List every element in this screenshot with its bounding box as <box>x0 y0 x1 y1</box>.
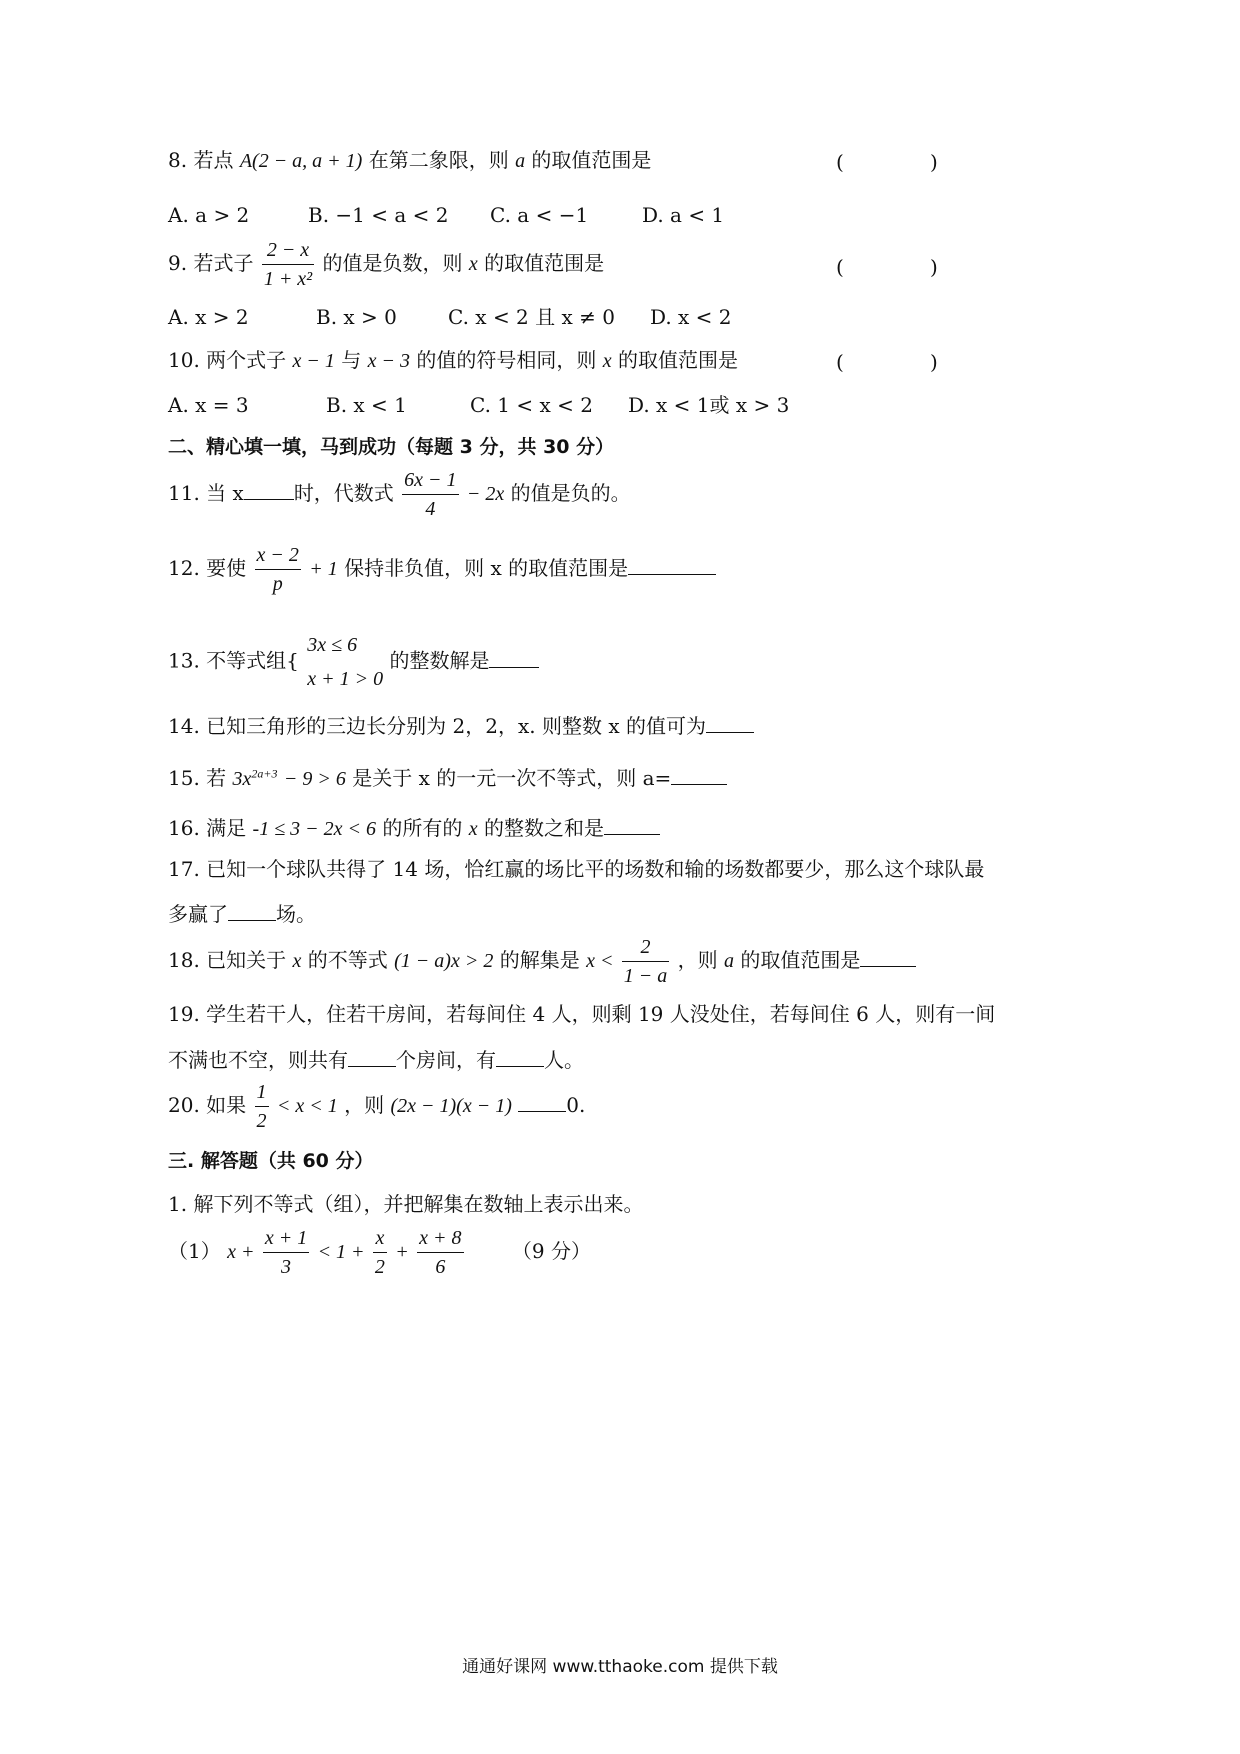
question-10 <box>168 350 738 371</box>
p1-1-numerator-3: x + 8 <box>417 1228 463 1253</box>
q15-exponent: 2a+3 <box>251 766 278 781</box>
question-19-line-1: 19. 学生若干人，住若干房间，若每间住 4 人，则剩 19 人没处住，若每间住 6 人，则有一间 <box>168 1002 996 1026</box>
q9-fraction <box>262 240 314 289</box>
q12-text-b: 保持非负值，则 x 的取值范围是 <box>344 556 629 580</box>
question-12 <box>168 545 716 594</box>
q10-option-b: B. x < 1 <box>326 393 407 417</box>
q18-var-2: a <box>724 950 735 972</box>
q17-text-a: 多赢了 <box>168 902 228 926</box>
question-19-line-2 <box>168 1048 584 1070</box>
q13-blank[interactable] <box>489 649 539 668</box>
p1-1-fraction-1 <box>263 1228 309 1277</box>
q8-paren-close: ) <box>930 150 938 174</box>
q20-expr-2: (2x − 1)(x − 1) <box>390 1095 512 1117</box>
section-2-heading: 二、精心填一填，马到成功（每题 3 分，共 30 分） <box>168 436 615 458</box>
problem-1-1 <box>168 1228 591 1277</box>
q20-denominator: 2 <box>256 1110 267 1132</box>
q20-text: 20. 如果 <box>168 1093 247 1117</box>
q17-text-b: 场。 <box>276 902 316 926</box>
q18-expr-2: x < <box>586 950 614 972</box>
page-footer: 通通好课网 www.tthaoke.com 提供下载 <box>462 1657 778 1677</box>
q10-var: x <box>602 350 612 372</box>
q10-mid: 与 <box>341 348 362 372</box>
q8-option-d: D. a < 1 <box>642 203 725 227</box>
p1-1-expr-b: < 1 + <box>317 1241 365 1263</box>
q8-expr: A(2 − a, a + 1) <box>239 150 363 172</box>
q9-paren-open: ( <box>836 255 844 279</box>
q9-option-c: C. x < 2 且 x ≠ 0 <box>448 305 615 329</box>
question-9 <box>168 240 604 289</box>
q18-text-c: 的解集是 <box>499 948 580 972</box>
q12-blank[interactable] <box>628 556 716 575</box>
q11-fraction <box>402 470 458 519</box>
q20-blank[interactable] <box>518 1093 566 1112</box>
q8-text: 8. 若点 <box>168 148 234 172</box>
p1-1-denominator-3: 6 <box>435 1256 446 1278</box>
q18-blank[interactable] <box>860 948 916 967</box>
q18-expr: (1 − a)x > 2 <box>394 950 494 972</box>
question-8 <box>168 150 651 171</box>
q12-denominator: p <box>272 573 283 595</box>
q14-text: 14. 已知三角形的三边长分别为 2，2，x. 则整数 x 的值可为 <box>168 714 706 738</box>
q16-text-c: 的整数之和是 <box>484 816 605 840</box>
q19-text-a: 不满也不空，则共有 <box>168 1048 348 1072</box>
q18-text-e: 的取值范围是 <box>740 948 861 972</box>
problem-1: 1. 解下列不等式（组），并把解集在数轴上表示出来。 <box>168 1192 644 1216</box>
q8-text-b: 在第二象限，则 <box>368 148 509 172</box>
p1-1-score: （9 分） <box>511 1239 591 1263</box>
q15-expr: 3x <box>232 768 252 790</box>
q9-text: 9. 若式子 <box>168 251 254 275</box>
q18-numerator: 2 <box>622 937 670 962</box>
q10-option-a: A. x = 3 <box>168 393 249 417</box>
q13-text: 13. 不等式组{ <box>168 648 299 673</box>
q9-denominator: 1 + x² <box>263 268 313 290</box>
q9-var: x <box>468 253 478 275</box>
q18-fraction <box>622 937 670 986</box>
q20-text-b: ，则 <box>344 1093 385 1117</box>
p1-1-fraction-3 <box>417 1228 463 1277</box>
q8-text-c: 的取值范围是 <box>531 148 652 172</box>
p1-1-numerator-2: x <box>373 1228 387 1253</box>
q9-numerator: 2 − x <box>262 240 314 265</box>
q10-text: 10. 两个式子 <box>168 348 287 372</box>
q11-text-c: 的值是负的。 <box>510 481 631 505</box>
q13-text-b: 的整数解是 <box>389 648 490 673</box>
q20-tail: 0. <box>566 1093 586 1117</box>
p1-1-label: （1） <box>168 1239 221 1263</box>
q18-text-b: 的不等式 <box>307 948 388 972</box>
question-17-line-2 <box>168 902 316 924</box>
q11-text-b: 时，代数式 <box>293 481 394 505</box>
q12-fraction <box>255 545 301 594</box>
q11-blank[interactable] <box>244 481 294 500</box>
question-11 <box>168 470 631 519</box>
q10-option-c: C. 1 < x < 2 <box>470 393 593 417</box>
q10-expr-1: x − 1 <box>292 350 335 372</box>
q18-denominator: 1 − a <box>623 965 668 987</box>
q14-blank[interactable] <box>706 714 754 733</box>
q16-text: 16. 满足 <box>168 816 247 840</box>
q16-var: x <box>468 818 478 840</box>
q11-numerator: 6x − 1 <box>402 470 458 495</box>
q11-text: 11. 当 x <box>168 481 244 505</box>
q10-text-b: 的值的符号相同，则 <box>416 348 597 372</box>
q12-numerator: x − 2 <box>255 545 301 570</box>
q16-text-b: 的所有的 <box>382 816 463 840</box>
q13-system <box>307 628 383 696</box>
question-15 <box>168 766 727 789</box>
question-18 <box>168 937 916 986</box>
q9-paren-close: ) <box>930 255 938 279</box>
question-17-line-1: 17. 已知一个球队共得了 14 场，恰红赢的场比平的场数和输的场数都要少，那么这个球队最 <box>168 857 985 881</box>
q9-text-c: 的取值范围是 <box>484 251 605 275</box>
p1-1-denominator-2: 2 <box>374 1256 385 1278</box>
q10-expr-2: x − 3 <box>367 350 410 372</box>
q19-blank-1[interactable] <box>348 1048 396 1067</box>
q19-blank-2[interactable] <box>496 1048 544 1067</box>
q9-text-b: 的值是负数，则 <box>322 251 463 275</box>
q17-blank[interactable] <box>228 902 276 921</box>
section-3-heading: 三. 解答题（共 60 分） <box>168 1150 374 1172</box>
q9-option-a: A. x > 2 <box>168 305 249 329</box>
q8-var: a <box>515 150 526 172</box>
q8-paren-open: ( <box>836 150 844 174</box>
p1-1-numerator-1: x + 1 <box>263 1228 309 1253</box>
q13-row-2: x + 1 > 0 <box>307 668 384 690</box>
q11-denominator: 4 <box>425 498 436 520</box>
question-14 <box>168 714 754 736</box>
p1-1-expr-c: + <box>395 1241 409 1263</box>
q10-paren-open: ( <box>836 350 844 374</box>
q10-option-d: D. x < 1或 x > 3 <box>628 393 790 417</box>
q8-option-a: A. a > 2 <box>168 203 250 227</box>
q8-option-c: C. a < −1 <box>490 203 589 227</box>
q9-option-b: B. x > 0 <box>316 305 397 329</box>
q20-numerator: 1 <box>255 1082 269 1107</box>
q20-expr: < x < 1 <box>276 1095 338 1117</box>
q16-blank[interactable] <box>604 816 660 835</box>
q18-text-d: ，则 <box>677 948 718 972</box>
q10-text-c: 的取值范围是 <box>617 348 738 372</box>
q12-tail: + 1 <box>309 558 338 580</box>
q15-text: 15. 若 <box>168 766 227 790</box>
q15-expr-2: − 9 > 6 <box>283 768 346 790</box>
p1-1-denominator-1: 3 <box>281 1256 292 1278</box>
q15-text-b: 是关于 x 的一元一次不等式，则 a= <box>352 766 672 790</box>
question-20 <box>168 1082 585 1131</box>
q19-text-b: 个房间，有 <box>396 1048 496 1072</box>
question-13 <box>168 628 539 696</box>
q15-blank[interactable] <box>671 766 727 785</box>
q16-expr: -1 ≤ 3 − 2x < 6 <box>252 818 377 840</box>
q11-tail: − 2x <box>466 483 505 505</box>
p1-1-expr-a: x + <box>227 1241 255 1263</box>
q13-row-1: 3x ≤ 6 <box>307 634 358 656</box>
q9-option-d: D. x < 2 <box>650 305 732 329</box>
q10-paren-close: ) <box>930 350 938 374</box>
q8-option-b: B. −1 < a < 2 <box>308 203 449 227</box>
q19-text-c: 人。 <box>544 1048 584 1072</box>
p1-1-fraction-2 <box>373 1228 387 1277</box>
q20-fraction <box>255 1082 269 1131</box>
question-16 <box>168 816 660 839</box>
q12-text: 12. 要使 <box>168 556 247 580</box>
q18-text: 18. 已知关于 <box>168 948 287 972</box>
q18-var: x <box>292 950 302 972</box>
